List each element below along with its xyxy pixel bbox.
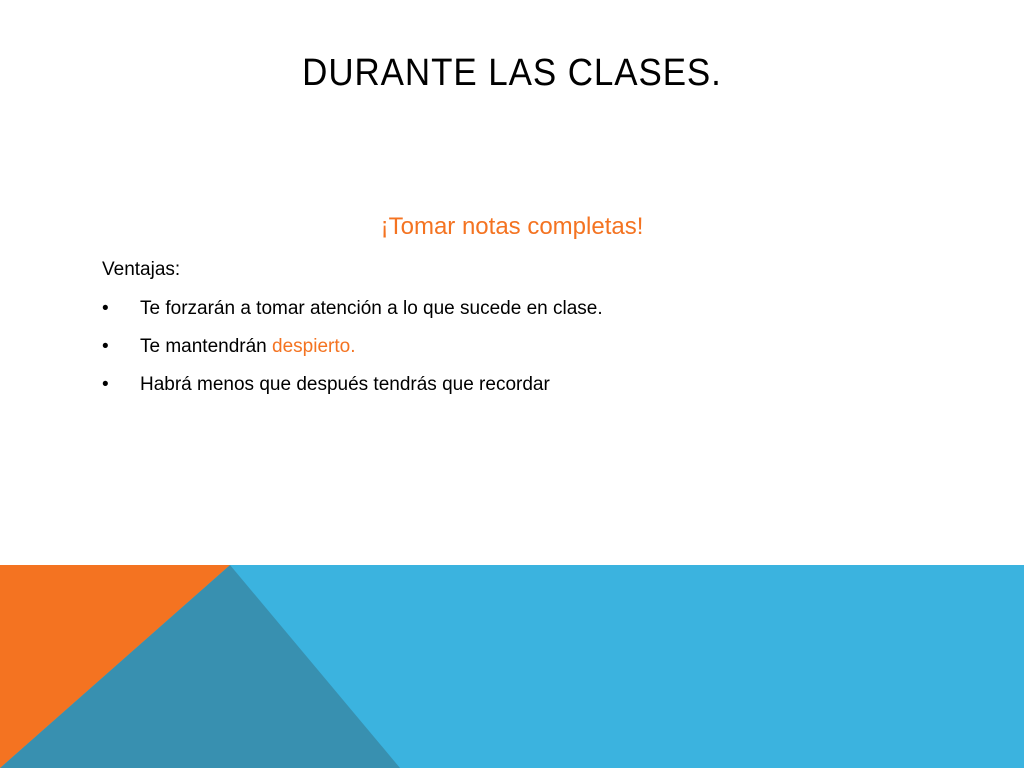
slide-body bbox=[102, 258, 962, 411]
bullet-list bbox=[102, 297, 962, 397]
bullet-highlight: despierto. bbox=[272, 336, 356, 357]
slide-title: DURANTE LAS CLASES. bbox=[302, 52, 722, 94]
bullet-icon: • bbox=[102, 298, 109, 319]
bullet-icon: • bbox=[102, 336, 109, 357]
list-item bbox=[102, 373, 962, 397]
list-label: Ventajas: bbox=[102, 259, 181, 280]
list-item bbox=[102, 335, 962, 359]
decorative-footer-shapes bbox=[0, 565, 1024, 768]
slide-subheading: ¡Tomar notas completas! bbox=[380, 213, 644, 240]
bullet-icon: • bbox=[102, 374, 109, 395]
list-item bbox=[102, 297, 962, 321]
bullet-text: Habrá menos que después tendrás que recordar bbox=[140, 374, 550, 395]
bullet-text: Te mantendrán bbox=[140, 336, 273, 357]
bullet-text: Te forzarán a tomar atención a lo que sucede en clase. bbox=[140, 298, 603, 319]
